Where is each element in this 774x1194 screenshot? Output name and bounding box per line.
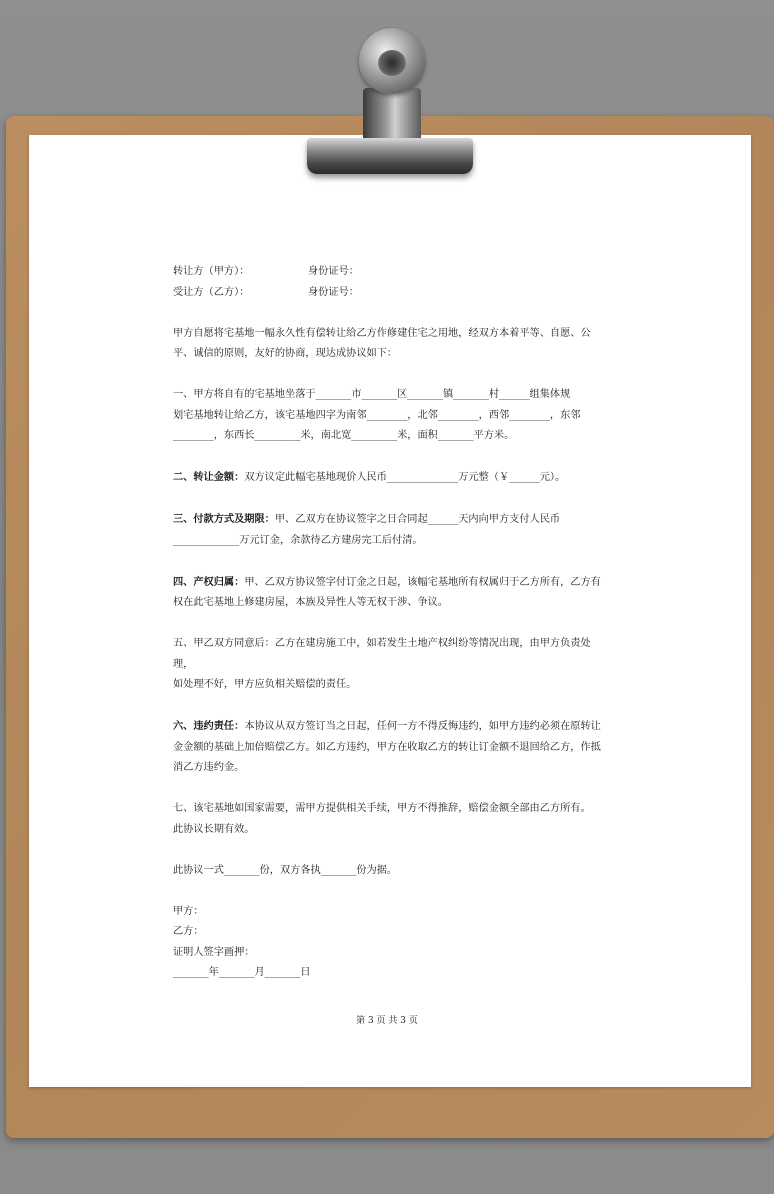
clause-line: 五、甲乙双方同意后：乙方在建房施工中，如若发生土地产权纠纷等情况出现，由甲方负责处理，	[173, 638, 591, 670]
transferor-label: 转让方（甲方）：	[173, 266, 250, 277]
clause-line: 此协议长期有效。	[173, 823, 255, 835]
clause-line: 消乙方违约金。	[173, 762, 245, 773]
clause-title: 六、违约责任：	[173, 720, 245, 732]
clause-line: _____________万元订金，余款待乙方建房完工后付清。	[173, 534, 423, 546]
clause-line: ________，东西长_________米，南北宽_________米，面积_______平方米。	[173, 430, 515, 441]
transferor-id-label: 身份证号：	[308, 266, 359, 277]
transferee-id-label: 身份证号：	[308, 286, 359, 298]
clause-2	[173, 467, 603, 489]
clause-line: 金金额的基础上加倍赔偿乙方。如乙方违约，甲方在收取乙方的转让订金额不退回给乙方，作抵	[173, 741, 601, 753]
clause-line: 权在此宅基地上修建房屋，本族及异性人等无权干涉、争议。	[173, 597, 449, 608]
clause-title: 二、转让金额：	[173, 471, 245, 483]
witness-signature: 证明人签字画押：	[173, 946, 255, 958]
clause-7	[173, 799, 603, 840]
clip-neck	[363, 88, 421, 144]
transferee-row	[173, 283, 603, 304]
clause-line: 本协议从双方签订当之日起，任何一方不得反悔违约，如甲方违约必须在原转让	[244, 721, 601, 732]
clause-line: 甲、乙双方协议签字付订金之日起，该幅宅基地所有权属归于乙方所有，乙方有	[244, 576, 601, 588]
intro-paragraph: 甲方自愿将宅基地一幅永久性有偿转让给乙方作修建住宅之用地，经双方本着平等、自愿、公平、诚信的原则，友好的协商，现达成协议如下：	[173, 327, 591, 359]
transferor-row	[173, 262, 603, 283]
clause-line: 双方议定此幅宅基地现价人民币______________万元整（￥______元）。	[244, 472, 566, 483]
clause-line: 如处理不好，甲方应负相关赔偿的责任。	[173, 679, 357, 690]
clause-title: 三、付款方式及期限：	[173, 513, 275, 525]
date-line: _______年_______月_______日	[173, 967, 311, 978]
transferee-label: 受让方（乙方）：	[173, 286, 250, 298]
clause-line: 甲、乙双方在协议签字之日合同起______天内向甲方支付人民币	[274, 514, 561, 525]
clip-hole	[378, 50, 406, 76]
clause-6	[173, 716, 603, 779]
agreement-body	[173, 262, 603, 984]
clause-title: 四、产权归属：	[173, 575, 245, 588]
clause-1	[173, 385, 603, 447]
clause-5	[173, 634, 603, 696]
binder-clip	[307, 138, 473, 174]
clause-4	[173, 572, 603, 614]
copies-line: 此协议一式_______份，双方各执_______份为据。	[173, 864, 398, 876]
party-b-signature: 乙方：	[173, 926, 204, 937]
clause-line: 划宅基地转让给乙方，该宅基地四字为南邻________，北邻________，西邻________，东邻	[173, 409, 581, 421]
clause-line: 一、甲方将自有的宅基地坐落于_______市_______区_______镇_______村______组集体规	[173, 389, 571, 400]
clause-line: 七、该宅基地如国家需要，需甲方提供相关手续，甲方不得推辞，赔偿金额全部由乙方所有。	[173, 803, 591, 814]
page-number: 第 3 页 共 3 页	[356, 1016, 418, 1026]
clause-3	[173, 509, 603, 551]
party-a-signature: 甲方：	[173, 905, 204, 917]
